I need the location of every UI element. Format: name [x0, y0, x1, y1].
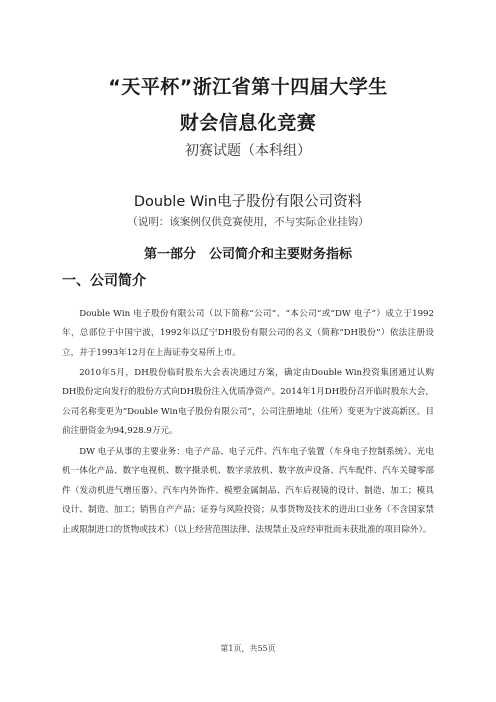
subtitle: 初赛试题（本科组） [185, 143, 311, 159]
section-heading: 一、公司简介 [62, 273, 146, 289]
title-line-2: 财会信息化竞赛 [179, 112, 317, 134]
part-heading: 第一部分 公司简介和主要财务指标 [143, 247, 352, 262]
note: （说明：该案例仅供竞赛使用，不与实际企业挂钩） [127, 216, 369, 228]
company-heading: Double Win电子股份有限公司资料 [133, 194, 363, 210]
paragraph-company-history: Double Win 电子股份有限公司（以下简称“公司”、“本公司”或“DW 电子”）成立于1992年，总部位于中国宁波，1992年以辽宁DH股份有限公司的名义（简称“DH股份”）依法注册设立，并于1993年12月在上海证券交易所上市。 [62, 308, 434, 358]
paragraph-business-scope: DW 电子从事的主要业务：电子产品、电子元件、汽车电子装置（车身电子控制系统）、光电机一体化产品、数字电视机、数字摄录机、数字录放机、数字放声设备、汽车配件、汽车关键零部件（发动机进气增压器）、汽车内外饰件、模塑金属制品、汽车后视镜的设计、制造、加工；模具设计、制造、加工；销售自产产品；证券与风险投资；从事货物及技术的进出口业务（不含国家禁止或限制进口的货物或技术）（以上经营范围法律、法规禁止及应经审批而未获批准的项目除外）。 [62, 446, 434, 535]
title-line-1: “天平杯”浙江省第十四届大学生 [108, 76, 388, 98]
page-footer: 第1页，共55页 [220, 644, 276, 653]
paragraph-restructuring: 2010年5月，DH股份临时股东大会表决通过方案，确定由Double Win投资集团通过认购DH股份定向发行的股份方式向DH股份注入优质净资产。2014年1月DH股份召开临时股东大会，公司名称变更为“Double Win电子股份有限公司”，公司注册地址（住所）变更为宁波高新区。目前注册资金为94,928.9万元。 [62, 367, 434, 437]
